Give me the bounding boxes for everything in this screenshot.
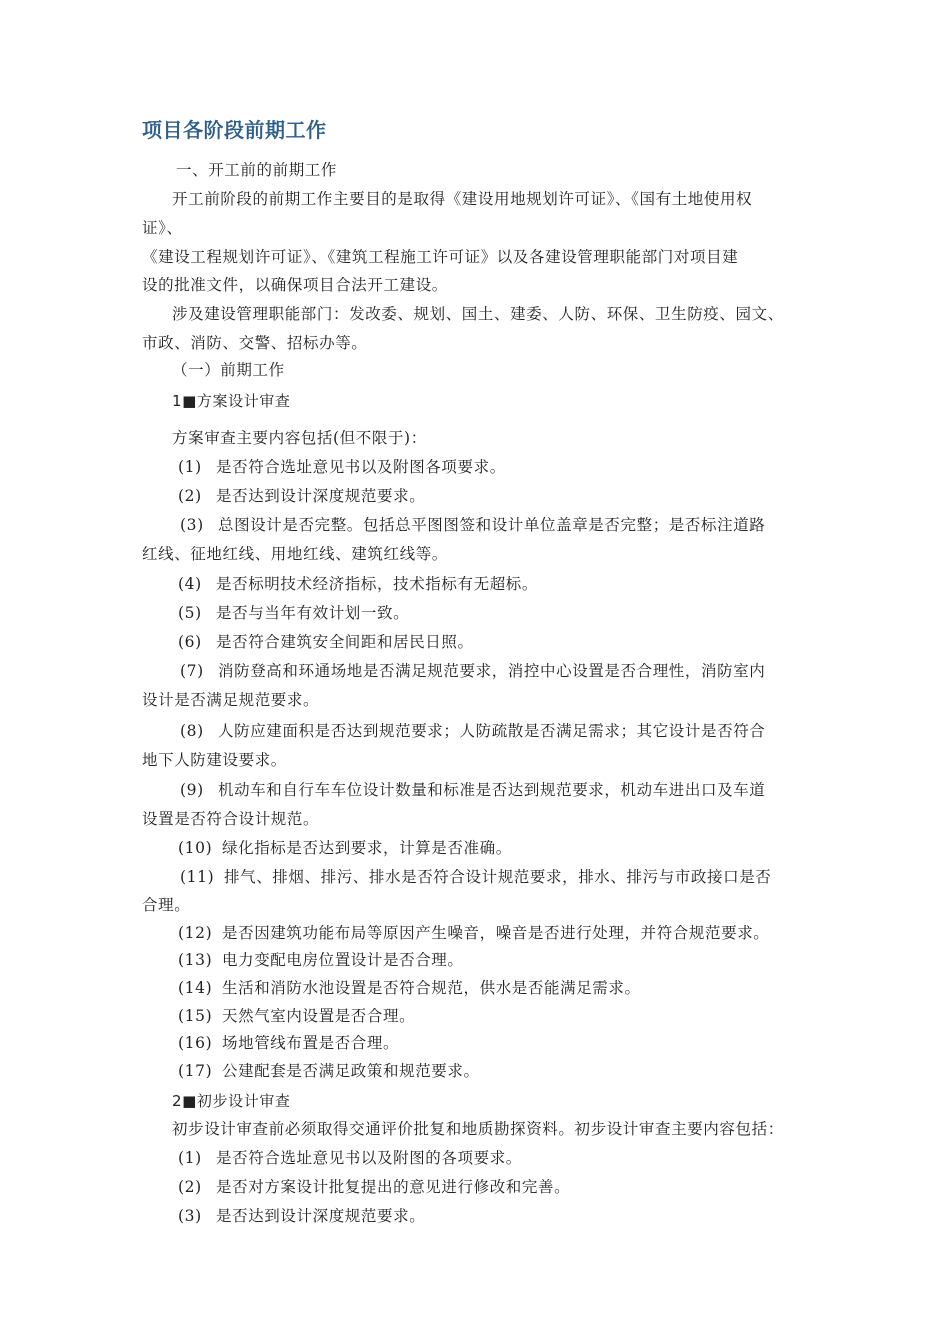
intro-line: 设的批准文件，以确保项目合法开工建设。	[142, 276, 448, 294]
list-item: (11) 排气、排烟、排污、排水是否符合设计规范要求，排水、排污与市政接口是否	[180, 868, 772, 886]
intro-line: 证》、	[142, 219, 183, 237]
list-item-continuation: 地下人防建设要求。	[142, 751, 287, 769]
list-item: (3) 总图设计是否完整。包括总平图图签和设计单位盖章是否完整；是否标注道路	[180, 516, 766, 534]
list-item: (8) 人防应建面积是否达到规范要求；人防疏散是否满足需求；其它设计是否符合	[180, 722, 766, 740]
item-heading: 2■初步设计审查	[172, 1092, 291, 1110]
list-item-continuation: 合理。	[142, 896, 191, 914]
intro-line: 市政、消防、交警、招标办等。	[142, 334, 368, 352]
list-item: (16) 场地管线布置是否合理。	[178, 1034, 400, 1052]
subsection-heading: （一）前期工作	[172, 361, 285, 379]
list-item: (5) 是否与当年有效计划一致。	[178, 604, 410, 622]
list-item: (9) 机动车和自行车车位设计数量和标准是否达到规范要求，机动车进出口及车道	[180, 781, 766, 799]
list-item: (10) 绿化指标是否达到要求，计算是否准确。	[178, 839, 512, 857]
paragraph: 初步设计审查前必须取得交通评价批复和地质勘探资料。初步设计审查主要内容包括：	[172, 1120, 784, 1138]
list-item: (2) 是否达到设计深度规范要求。	[178, 487, 426, 505]
list-item: (4) 是否标明技术经济指标，技术指标有无超标。	[178, 575, 539, 593]
list-item: (3) 是否达到设计深度规范要求。	[178, 1207, 426, 1225]
list-item: (13) 电力变配电房位置设计是否合理。	[178, 951, 464, 969]
section-heading: 一、开工前的前期工作	[176, 161, 338, 179]
list-item: (7) 消防登高和环通场地是否满足规范要求，消控中心设置是否合理性，消防室内	[180, 662, 766, 680]
paragraph: 方案审查主要内容包括(但不限于)：	[172, 429, 427, 447]
item-heading: 1■方案设计审查	[172, 392, 291, 410]
list-item: (15) 天然气室内设置是否合理。	[178, 1007, 416, 1025]
intro-line: 《建设工程规划许可证》、《建筑工程施工许可证》以及各建设管理职能部门对项目建	[142, 248, 739, 266]
list-item: (14) 生活和消防水池设置是否符合规范，供水是否能满足需求。	[178, 979, 641, 997]
list-item-continuation: 设计是否满足规范要求。	[142, 691, 320, 709]
list-item: (2) 是否对方案设计批复提出的意见进行修改和完善。	[178, 1178, 571, 1196]
list-item-continuation: 红线、征地红线、用地红线、建筑红线等。	[142, 545, 448, 563]
intro-line: 开工前阶段的前期工作主要目的是取得《建设用地规划许可证》、《国有土地使用权	[172, 190, 753, 208]
list-item-continuation: 设置是否符合设计规范。	[142, 810, 320, 828]
list-item: (1) 是否符合选址意见书以及附图各项要求。	[178, 458, 506, 476]
list-item: (12) 是否因建筑功能布局等原因产生噪音，噪音是否进行处理，并符合规范要求。	[178, 924, 770, 942]
page-title: 项目各阶段前期工作	[142, 118, 327, 142]
list-item: (6) 是否符合建筑安全间距和居民日照。	[178, 633, 474, 651]
list-item: (17) 公建配套是否满足政策和规范要求。	[178, 1062, 480, 1080]
list-item: (1) 是否符合选址意见书以及附图的各项要求。	[178, 1149, 522, 1167]
intro-line: 涉及建设管理职能部门：发改委、规划、国土、建委、人防、环保、卫生防疫、园文、	[172, 305, 784, 323]
